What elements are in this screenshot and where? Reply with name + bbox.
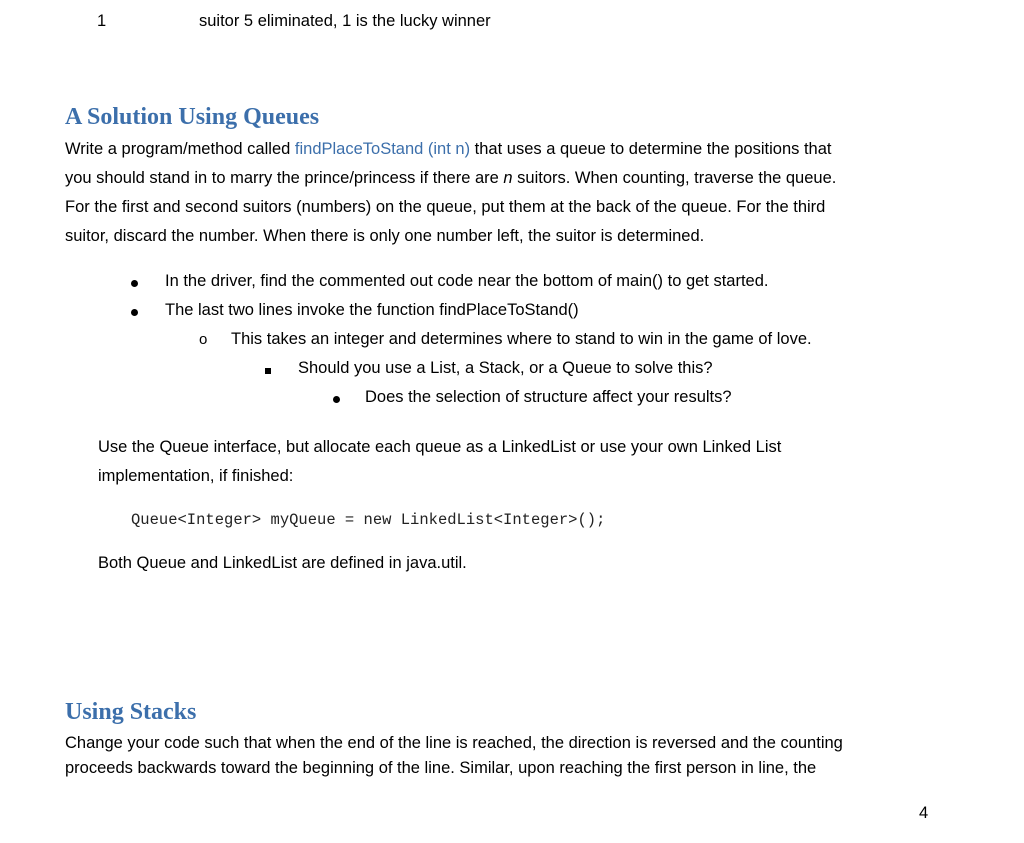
bullet-marker-3: o xyxy=(199,331,208,348)
bullet-marker-5 xyxy=(333,396,340,403)
stacks-line-2: proceeds backwards toward the beginning of the line. Similar, upon reaching the first person in line, the xyxy=(65,759,817,777)
interface-paragraph xyxy=(98,433,781,491)
bullet-marker-1 xyxy=(131,280,138,287)
intro-line-1: Write a program/method called findPlaceToStand (int n) that uses a queue to determine the positions that xyxy=(65,140,832,158)
section-heading-queues: A Solution Using Queues xyxy=(65,104,320,130)
intro-line-3: For the first and second suitors (numbers) on the queue, put them at the back of the queue. For the third xyxy=(65,198,826,216)
code-snippet: Queue<Integer> myQueue = new LinkedList<Integer>(); xyxy=(131,511,606,529)
bullet-item-3: This takes an integer and determines where to stand to win in the game of love. xyxy=(231,330,812,348)
closing-note: Both Queue and LinkedList are defined in java.util. xyxy=(98,554,467,572)
interface-line-1: Use the Queue interface, but allocate each queue as a LinkedList or use your own Linked List xyxy=(98,438,782,456)
bullet-marker-2 xyxy=(131,309,138,316)
intro-line-4: suitor, discard the number. When there is only one number left, the suitor is determined. xyxy=(65,227,705,245)
bullet-marker-4 xyxy=(265,368,271,374)
table-row-number: 1 xyxy=(97,12,107,30)
interface-line-2: implementation, if finished: xyxy=(98,467,294,485)
bullet-item-4: Should you use a List, a Stack, or a Queue to solve this? xyxy=(298,359,713,377)
stacks-line-1: Change your code such that when the end of the line is reached, the direction is reversed and the counting xyxy=(65,734,843,752)
section-heading-stacks: Using Stacks xyxy=(65,699,197,725)
intro-paragraph xyxy=(65,135,836,251)
method-signature: findPlaceToStand (int n) xyxy=(294,140,471,158)
bullet-item-5: Does the selection of structure affect your results? xyxy=(365,388,732,406)
stacks-paragraph xyxy=(65,731,843,781)
bullet-item-2: The last two lines invoke the function findPlaceToStand() xyxy=(165,301,579,319)
page-number: 4 xyxy=(919,804,929,822)
bullet-item-1: In the driver, find the commented out code near the bottom of main() to get started. xyxy=(165,272,769,290)
intro-line-2: you should stand in to marry the prince/princess if there are n suitors. When counting, traverse the queue. xyxy=(65,169,837,187)
table-row-text: suitor 5 eliminated, 1 is the lucky winner xyxy=(199,12,491,30)
